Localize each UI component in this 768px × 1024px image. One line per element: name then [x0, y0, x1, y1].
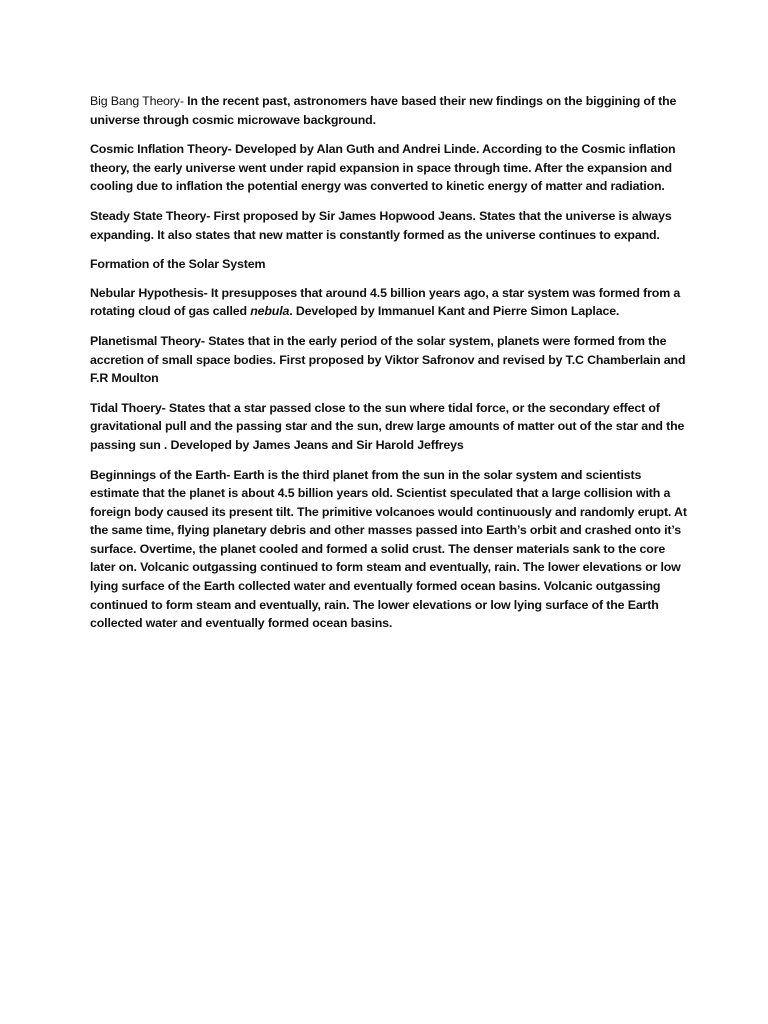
- nebular-text-after: . Developed by Immanuel Kant and Pierre Simon Laplace.: [289, 304, 620, 319]
- nebular-text-before: Nebular Hypothesis- It presupposes that around 4.5 billion years ago, a star system was formed from a rotating cloud of gas called: [90, 285, 681, 319]
- cosmic-inflation-paragraph: Cosmic Inflation Theory- Developed by Alan Guth and Andrei Linde. According to the Cosmic inflation theory, the early universe went under rapid expansion in space through time. After the expansion and cooling due to inflation the potential energy was converted to kinetic energy of matter and radiation.: [90, 142, 676, 194]
- steady-state-paragraph: Steady State Theory- First proposed by Sir James Hopwood Jeans. States that the universe is always expanding. It also states that new matter is constantly formed as the universe continues to expand.: [90, 208, 672, 242]
- planetismal-paragraph: Planetismal Theory- States that in the early period of the solar system, planets were formed from the accretion of small space bodies. First proposed by Viktor Safronov and revised by T.C Chamberlain and F.R Moulton: [90, 333, 686, 386]
- nebular-hypothesis-paragraph: [90, 284, 690, 321]
- nebula-term: nebula: [250, 304, 290, 319]
- big-bang-body: In the recent past, astronomers have based their new findings on the biggining of the universe through cosmic microwave background.: [90, 94, 677, 127]
- document-page: [90, 92, 690, 644]
- earth-beginnings-paragraph: Beginnings of the Earth- Earth is the third planet from the sun in the solar system and scientists estimate that the planet is about 4.5 billion years old. Scientist speculated that a large collision with a foreign body caused its present tilt. The primitive volcanoes would continuously and randomly erupt. At the same time, flying planetary debris and other masses passed into Earth’s orbit and crashed onto it’s surface. Overtime, the planet cooled and formed a solid crust. The denser materials sank to the core later on. Volcanic outgassing continued to form steam and eventually, rain. The lower elevations or low lying surface of the Earth collected water and eventually formed ocean basins. Volcanic outgassing continued to form steam and eventually, rain. The lower elevations or low lying surface of the Earth collected water and eventually formed ocean basins.: [90, 467, 687, 631]
- big-bang-heading: Big Bang Theory-: [90, 94, 188, 108]
- big-bang-paragraph: [90, 92, 690, 129]
- solar-system-heading: Formation of the Solar System: [90, 257, 266, 272]
- tidal-theory-paragraph: Tidal Thoery- States that a star passed close to the sun where tidal force, or the secondary effect of gravitational pull and the passing star and the sun, drew large amounts of matter out of the star and the passing sun . Developed by James Jeans and Sir Harold Jeffreys: [90, 400, 685, 452]
